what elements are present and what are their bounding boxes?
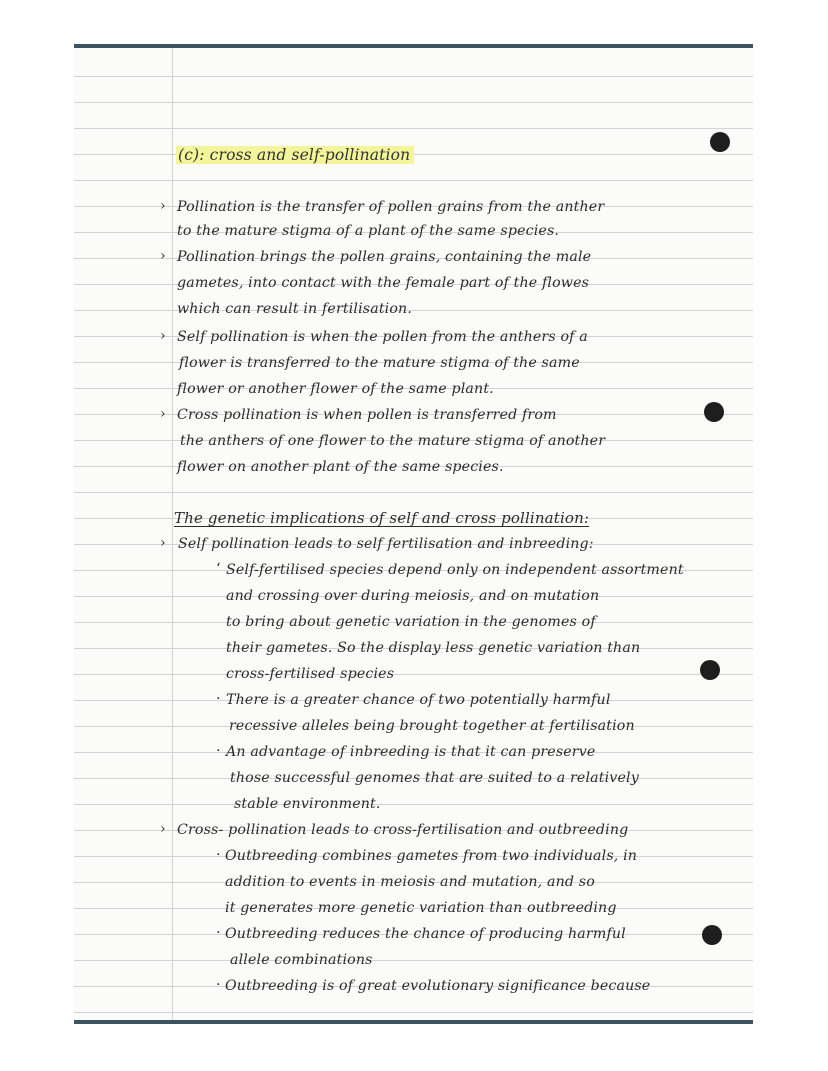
text-line: Self pollination is when the pollen from the anthers of a [177,329,588,345]
arrow-marker: › [160,198,166,214]
text-line: gametes, into contact with the female part of the flowes [177,275,590,291]
text-line: it generates more genetic variation than outbreeding [225,900,617,916]
text-line: recessive alleles being brought together at fertilisation [229,718,635,734]
text-line: Cross- pollination leads to cross-fertilisation and outbreeding [177,822,629,838]
section-heading: The genetic implications of self and cross pollination: [174,509,590,527]
text-line: their gametes. So the display less genetic variation than [226,640,641,656]
arrow-marker: › [160,821,166,837]
text-line: which can result in fertilisation. [177,301,413,317]
text-line: those successful genomes that are suited to a relatively [230,770,639,786]
text-line: Cross pollination is when pollen is transferred from [177,407,557,423]
text-line: flower or another flower of the same plant. [177,381,494,397]
text-line: Pollination brings the pollen grains, containing the male [177,249,592,265]
punch-hole-3 [700,660,720,680]
page-title: (c): cross and self-pollination [176,146,414,165]
tick-marker: ʻ [216,561,221,577]
text-line: Pollination is the transfer of pollen grains from the anther [177,199,605,215]
text-line: flower is transferred to the mature stigma of the same [179,355,580,371]
margin-line [172,48,173,1020]
text-line: Self pollination leads to self fertilisation and inbreeding: [178,536,594,552]
text-line: addition to events in meiosis and mutation, and so [225,874,595,890]
punch-hole-2 [704,402,724,422]
punch-hole-1 [710,132,730,152]
text-line: to the mature stigma of a plant of the same species. [177,223,560,239]
dot-marker: · [216,743,221,759]
text-line: to bring about genetic variation in the genomes of [226,614,596,630]
arrow-marker: › [160,535,166,551]
arrow-marker: › [160,328,166,344]
text-line: There is a greater chance of two potentially harmful [226,692,611,708]
text-line: allele combinations [230,952,373,968]
text-line: cross-fertilised species [226,666,395,682]
punch-hole-4 [702,925,722,945]
text-line: the anthers of one flower to the mature stigma of another [180,433,606,449]
dot-marker: · [216,847,221,863]
text-line: Outbreeding combines gametes from two individuals, in [225,848,638,864]
dot-marker: · [216,977,221,993]
dot-marker: · [216,925,221,941]
text-line: stable environment. [234,796,381,812]
text-line: Outbreeding reduces the chance of producing harmful [225,926,626,942]
lined-notebook-page [74,44,753,1024]
text-line: flower on another plant of the same species. [177,459,504,475]
arrow-marker: › [160,248,166,264]
arrow-marker: › [160,406,166,422]
text-line: and crossing over during meiosis, and on mutation [226,588,600,604]
dot-marker: · [216,691,221,707]
text-line: Outbreeding is of great evolutionary significance because [225,978,651,994]
text-line: Self-fertilised species depend only on independent assortment [226,562,684,578]
text-line: An advantage of inbreeding is that it can preserve [226,744,596,760]
